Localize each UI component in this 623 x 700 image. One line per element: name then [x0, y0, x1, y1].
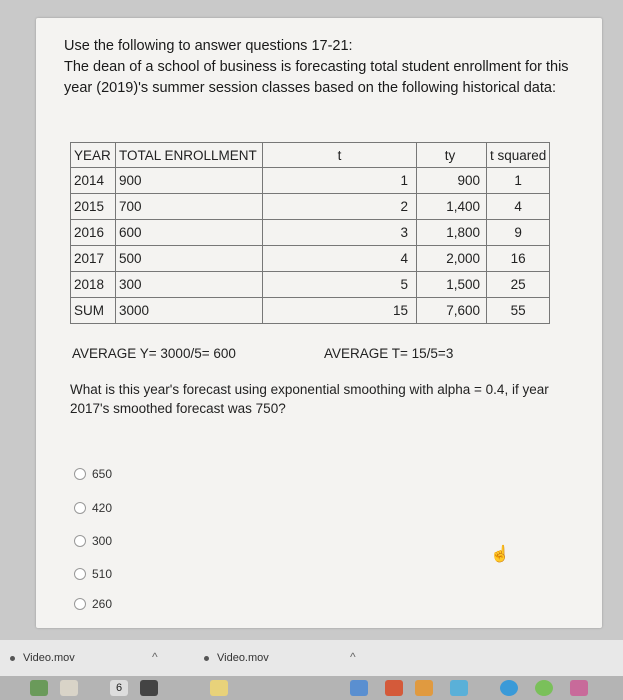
option-label: 300	[92, 534, 113, 548]
radio-button[interactable]	[74, 468, 86, 480]
cell-t: 2	[263, 194, 417, 220]
cell-ty: 900	[417, 168, 487, 194]
cell-t: 4	[263, 246, 417, 272]
app-icon[interactable]	[30, 680, 48, 696]
historical-data-table	[70, 142, 550, 324]
radio-button[interactable]	[74, 535, 86, 547]
cell-t: 15	[263, 298, 417, 324]
header-year: YEAR	[71, 143, 116, 168]
table-row	[71, 194, 550, 220]
table-header-row	[71, 143, 550, 168]
table-row	[71, 220, 550, 246]
app-icon[interactable]	[140, 680, 158, 696]
app-icon[interactable]	[415, 680, 433, 696]
download-item[interactable]	[10, 652, 75, 664]
cell-ty: 2,000	[417, 246, 487, 272]
intro-text	[64, 36, 574, 99]
cell-ty: 1,400	[417, 194, 487, 220]
radio-button[interactable]	[74, 598, 86, 610]
cell-t-squared: 4	[487, 194, 550, 220]
table-row	[71, 298, 550, 324]
cell-t: 3	[263, 220, 417, 246]
cell-ty: 1,800	[417, 220, 487, 246]
file-icon	[204, 656, 209, 661]
header-t: t	[263, 143, 417, 168]
cell-total: 500	[116, 246, 263, 272]
radio-button[interactable]	[74, 502, 86, 514]
option-label: 420	[92, 501, 113, 515]
download-bar	[0, 640, 623, 676]
cell-year: 2015	[71, 194, 116, 220]
cell-ty: 7,600	[417, 298, 487, 324]
file-icon	[10, 656, 15, 661]
cell-total: 700	[116, 194, 263, 220]
app-icon[interactable]	[450, 680, 468, 696]
answer-option-510[interactable]	[74, 567, 112, 581]
app-icon[interactable]	[60, 680, 78, 696]
cell-year: 2014	[71, 168, 116, 194]
answer-option-650[interactable]	[74, 467, 112, 481]
download-item[interactable]	[204, 652, 269, 664]
calendar-icon[interactable]: 6	[110, 680, 128, 696]
cell-year: SUM	[71, 298, 116, 324]
option-label: 260	[92, 597, 113, 611]
app-icon[interactable]	[385, 680, 403, 696]
cell-t-squared: 25	[487, 272, 550, 298]
average-t: AVERAGE T= 15/5=3	[324, 346, 454, 361]
cell-year: 2016	[71, 220, 116, 246]
cell-t-squared: 1	[487, 168, 550, 194]
cell-t: 5	[263, 272, 417, 298]
notes-icon[interactable]	[210, 680, 228, 696]
app-icon[interactable]	[500, 680, 518, 696]
table-row	[71, 246, 550, 272]
header-ty: ty	[417, 143, 487, 168]
radio-button[interactable]	[74, 568, 86, 580]
cell-total: 600	[116, 220, 263, 246]
cell-t-squared: 16	[487, 246, 550, 272]
cell-year: 2017	[71, 246, 116, 272]
download-filename: Video.mov	[23, 652, 75, 664]
hand-cursor-icon: ☝	[490, 546, 510, 563]
cell-ty: 1,500	[417, 272, 487, 298]
table-row	[71, 168, 550, 194]
question-text: What is this year's forecast using exponential smoothing with alpha = 0.4, if year 2017's smoothed forecast was 750?	[70, 382, 549, 416]
answer-option-420[interactable]	[74, 501, 112, 515]
header-t-squared: t squared	[487, 143, 550, 168]
app-icon[interactable]	[570, 680, 588, 696]
table-row	[71, 272, 550, 298]
cell-t-squared: 9	[487, 220, 550, 246]
answer-option-260[interactable]	[74, 597, 112, 611]
cell-total: 900	[116, 168, 263, 194]
chevron-up-icon[interactable]: ^	[152, 650, 158, 664]
header-total-enrollment: TOTAL ENROLLMENT	[116, 143, 263, 168]
intro-line-1: Use the following to answer questions 17-21:	[64, 38, 353, 54]
average-y: AVERAGE Y= 3000/5= 600	[72, 346, 236, 361]
cell-year: 2018	[71, 272, 116, 298]
cell-total: 3000	[116, 298, 263, 324]
cell-t: 1	[263, 168, 417, 194]
cell-t-squared: 55	[487, 298, 550, 324]
cell-total: 300	[116, 272, 263, 298]
option-label: 510	[92, 567, 113, 581]
intro-line-2: The dean of a school of business is forecasting total student enrollment for this year (2019)'s summer session classes based on the following historical data:	[64, 59, 569, 96]
app-icon[interactable]	[350, 680, 368, 696]
taskbar	[0, 676, 623, 700]
app-icon[interactable]	[535, 680, 553, 696]
option-label: 650	[92, 467, 113, 481]
answer-option-300[interactable]	[74, 534, 112, 548]
chevron-up-icon[interactable]: ^	[350, 650, 356, 664]
download-filename: Video.mov	[217, 652, 269, 664]
